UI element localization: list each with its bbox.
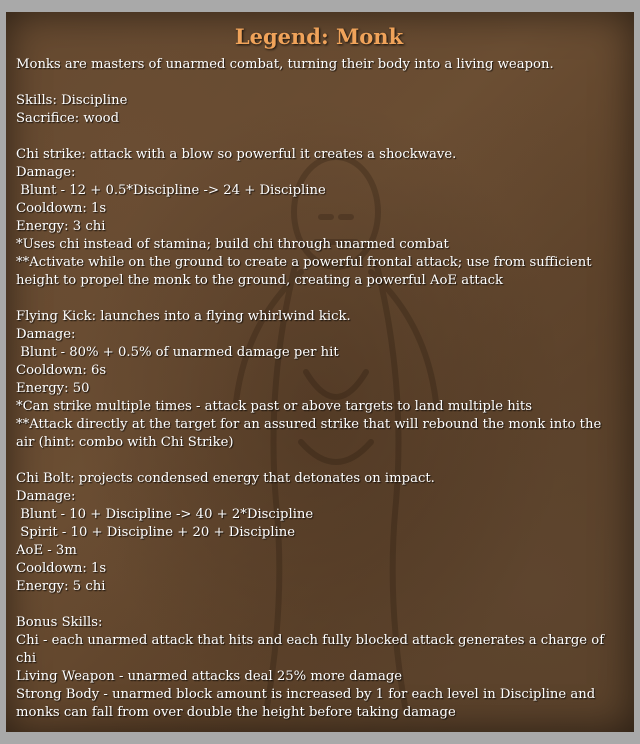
- chi-strike-note-2: **Activate while on the ground to create a powerful frontal attack; use from sufficient height to propel the monk to the ground, creating a powerful AoE attack: [16, 255, 596, 288]
- bonus-skills-header: Bonus Skills:: [16, 615, 103, 630]
- flying-kick-damage-label: Damage:: [16, 327, 76, 342]
- sacrifice-text: Sacrifice: wood: [16, 111, 120, 126]
- flying-kick-note-2: **Attack directly at the target for an assured strike that will rebound the monk into the air (hint: combo with Chi Strike): [16, 417, 606, 450]
- flying-kick-header: Flying Kick: launches into a flying whirlwind kick.: [16, 309, 351, 324]
- flying-kick-energy: Energy: 50: [16, 381, 90, 396]
- spacer: [16, 128, 622, 146]
- flying-kick-cooldown: Cooldown: 6s: [16, 363, 107, 378]
- skills-text: Skills: Discipline: [16, 93, 128, 108]
- chi-bolt-cooldown: Cooldown: 1s: [16, 561, 107, 576]
- legend-content: [16, 24, 622, 722]
- intro-text: Monks are masters of unarmed combat, turning their body into a living weapon.: [16, 57, 554, 72]
- chi-bolt-energy: Energy: 5 chi: [16, 579, 106, 594]
- chi-bolt-damage-label: Damage:: [16, 489, 76, 504]
- chi-strike-note-1: *Uses chi instead of stamina; build chi through unarmed combat: [16, 237, 449, 252]
- chi-bolt-header: Chi Bolt: projects condensed energy that detonates on impact.: [16, 471, 435, 486]
- legend-title: Legend: Monk: [234, 24, 404, 49]
- flying-kick-note-1: *Can strike multiple times - attack past or above targets to land multiple hits: [16, 399, 532, 414]
- bonus-strong-body: Strong Body - unarmed block amount is increased by 1 for each level in Discipline and monks can fall from over double the height before taking damage: [16, 687, 600, 720]
- chi-strike-header: Chi strike: attack with a blow so powerful it creates a shockwave.: [16, 147, 457, 162]
- chi-bolt-damage-blunt: Blunt - 10 + Discipline -> 40 + 2*Discipline: [16, 507, 314, 522]
- chi-bolt-damage-spirit: Spirit - 10 + Discipline + 20 + Discipline: [16, 525, 296, 540]
- chi-strike-damage-label: Damage:: [16, 165, 76, 180]
- chi-strike-energy: Energy: 3 chi: [16, 219, 106, 234]
- chi-strike-damage-blunt: Blunt - 12 + 0.5*Discipline -> 24 + Discipline: [16, 183, 326, 198]
- bonus-living-weapon: Living Weapon - unarmed attacks deal 25% more damage: [16, 669, 403, 684]
- spacer: [16, 596, 622, 614]
- spacer: [16, 452, 622, 470]
- chi-strike-cooldown: Cooldown: 1s: [16, 201, 107, 216]
- legend-panel: [6, 12, 634, 732]
- bonus-chi: Chi - each unarmed attack that hits and each fully blocked attack generates a charge of chi: [16, 633, 609, 666]
- chi-bolt-aoe: AoE - 3m: [16, 543, 77, 558]
- spacer: [16, 290, 622, 308]
- flying-kick-damage-blunt: Blunt - 80% + 0.5% of unarmed damage per hit: [16, 345, 339, 360]
- spacer: [16, 74, 622, 92]
